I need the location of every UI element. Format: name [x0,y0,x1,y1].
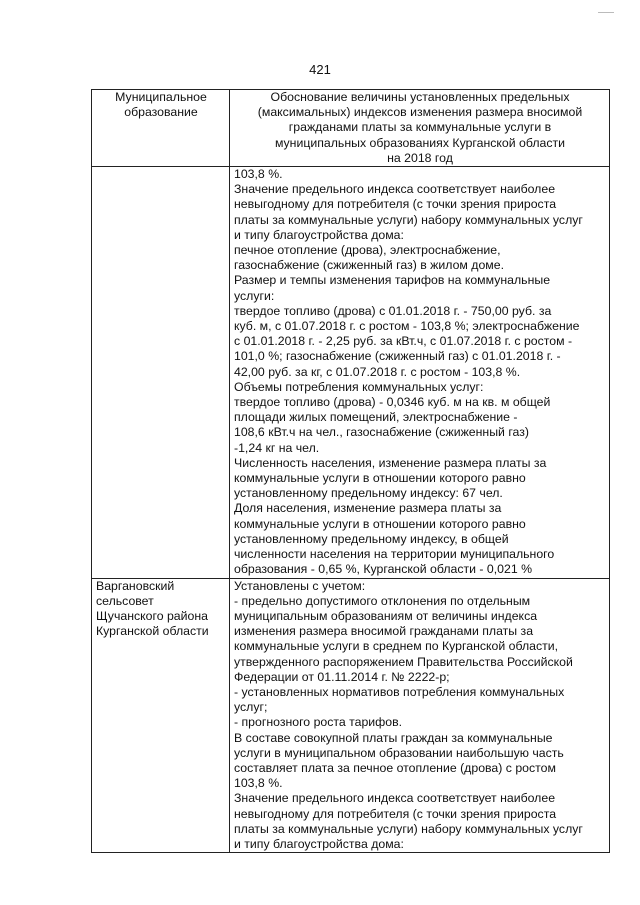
text-line: Установлены с учетом: [234,578,366,593]
text-line: на 2018 год [387,150,453,165]
text-line: 101,0 %; газоснабжение (сжиженный газ) с 01.01.2018 г. - [234,349,561,364]
scan-speck [598,12,614,13]
text-line: печное отопление (дрова), электроснабжение, [234,243,501,258]
text-line: изменения размера вносимой гражданами платы за [234,624,534,639]
text-line: газоснабжение (сжиженный газ) в жилом доме. [234,258,505,273]
text-line: невыгодному для потребителя (с точки зрения прироста [234,197,557,212]
text-line: Обоснование величины установленных предельных [270,90,570,104]
text-line: с 01.01.2018 г. - 2,25 руб. за кВт.ч, с 01.07.2018 г. с ростом - [234,334,573,349]
text-line: Размер и темпы изменения тарифов на коммунальные [234,273,551,288]
text-line: коммунальные услуги в среднем по Курганской области, [234,639,559,654]
header-municipality-lines [96,90,226,120]
text-line: куб. м, с 01.07.2018 г. с ростом - 103,8 %; электроснабжение [234,319,580,334]
text-line: - установленных нормативов потребления коммунальных [234,684,565,699]
table-row [92,167,610,578]
text-line: услуги в муниципальном образовании наибольшую часть [234,745,564,760]
text-line: платы за коммунальные услуги) набору коммунальных услуг [234,212,583,227]
text-line: муниципальных образованиях Курганской области [274,135,566,150]
justification-cell [230,578,610,853]
text-line: и типу благоустройства дома: [234,836,404,851]
text-line: Доля населения, изменение размера платы за [234,501,502,516]
text-line: твердое топливо (дрова) - 0,0346 куб. м на кв. м общей [234,395,551,410]
text-line: образования - 0,65 %, Курганской области - 0,021 % [234,562,533,577]
text-line: установленному предельному индексу: 67 чел. [234,486,503,501]
text-line: невыгодному для потребителя (с точки зрения прироста [234,806,557,821]
text-line: услуги: [234,288,275,303]
text-line: 103,8 %. [234,167,283,182]
text-line: утвержденного распоряжением Правительства Российской [234,654,573,669]
text-line: твердое топливо (дрова) с 01.01.2018 г. - 750,00 руб. за [234,303,552,318]
text-line: образование [124,105,198,120]
municipality-cell [92,167,230,578]
text-line: В составе совокупной платы граждан за коммунальные [234,730,553,745]
justification-cell [230,167,610,578]
text-line: Значение предельного индекса соответствует наиболее [234,791,556,806]
text-line: 108,6 кВт.ч на чел., газоснабжение (сжиженный газ) [234,425,529,440]
text-line: платы за коммунальные услуги) набору коммунальных услуг [234,821,583,836]
tariff-index-table [91,89,610,853]
municipality-cell [92,578,230,853]
text-line: Федерации от 01.11.2014 г. № 2222-р; [234,669,450,684]
text-line: составляет плата за печное отопление (дрова) с ростом [234,760,556,775]
text-line: 42,00 руб. за кг, с 01.07.2018 г. с ростом - 103,8 %. [234,364,521,379]
header-justification-lines [234,90,606,166]
text-line: установленному предельному индексу, в общей [234,531,509,546]
text-line: Варгановский [96,578,175,593]
text-line: муниципальным образованиям от величины индекса [234,608,538,623]
text-line: услуг; [234,700,268,715]
text-line: Численность населения, изменение размера платы за [234,455,547,470]
text-line: - прогнозного роста тарифов. [234,715,403,730]
text-line: 103,8 %. [234,776,283,791]
table-header-row [92,90,610,167]
text-line: - предельно допустимого отклонения по отдельным [234,593,531,608]
text-line: сельсовет [96,593,154,608]
text-line: коммунальные услуги в отношении которого равно [234,471,526,486]
header-municipality [92,90,230,167]
table-row [92,578,610,853]
text-line: и типу благоустройства дома: [234,227,404,242]
text-line: Значение предельного индекса соответствует наиболее [234,182,556,197]
text-line: коммунальные услуги в отношении которого равно [234,516,526,531]
text-line: гражданами платы за коммунальные услуги в [288,120,552,135]
text-line: (максимальных) индексов изменения размера вносимой [257,105,583,120]
text-line: Объемы потребления коммунальных услуг: [234,379,484,394]
page-number: 421 [309,62,331,77]
text-line: Щучанского района [96,608,208,623]
table-body [92,167,610,853]
text-line: площади жилых помещений, электроснабжение - [234,410,518,425]
text-line: Курганской области [96,624,209,639]
text-line: Муниципальное [115,90,207,104]
text-line: численности населения на территории муниципального [234,547,555,562]
header-justification [230,90,610,167]
text-line: -1,24 кг на чел. [234,440,320,455]
